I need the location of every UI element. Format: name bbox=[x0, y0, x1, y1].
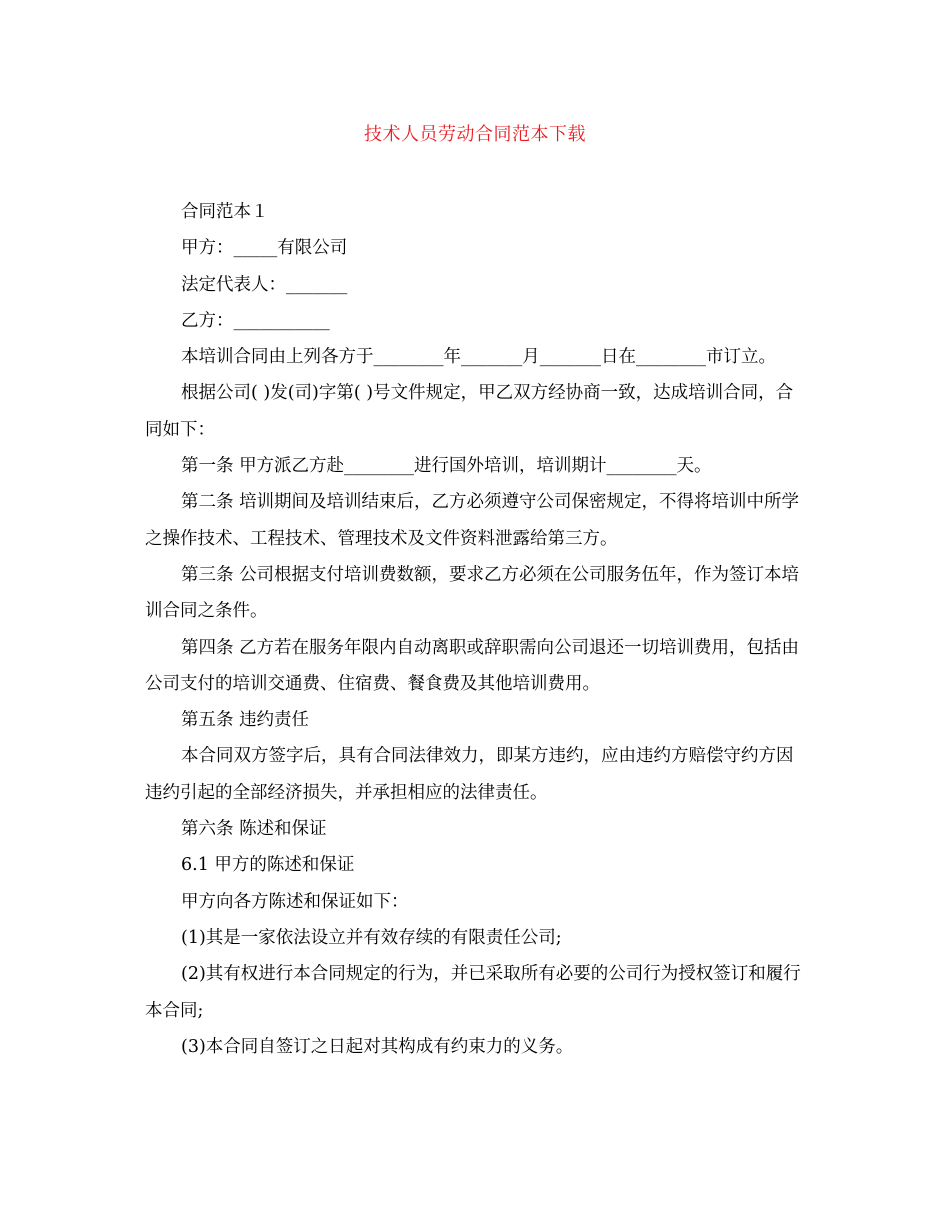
paragraph-item-2: (2)其有权进行本合同规定的行为，并已采取所有必要的公司行为授权签订和履行本合同; bbox=[145, 964, 801, 1021]
paragraph-article-6-heading: 第六条 陈述和保证 bbox=[181, 819, 327, 840]
paragraph-item-1: (1)其是一家依法设立并有效存续的有限责任公司; bbox=[181, 927, 562, 948]
paragraph-party-b: 乙方：___________ bbox=[181, 310, 330, 331]
paragraph-basis: 根据公司( )发(司)字第( )号文件规定，甲乙双方经协商一致，达成培训合同，合同如下： bbox=[145, 383, 794, 440]
paragraph-signing-date-place: 本培训合同由上列各方于________年_______月_______日在________市订立。 bbox=[181, 347, 776, 368]
document-title: 技术人员劳动合同范本下载 bbox=[364, 124, 586, 145]
paragraph-section-6-1: 6.1 甲方的陈述和保证 bbox=[181, 855, 355, 876]
paragraph-article-5-heading: 第五条 违约责任 bbox=[181, 710, 310, 731]
paragraph-item-3: (3)本合同自签订之日起对其构成有约束力的义务。 bbox=[181, 1036, 574, 1057]
paragraph-party-a: 甲方：_____有限公司 bbox=[181, 238, 348, 259]
paragraph-article-2: 第二条 培训期间及培训结束后，乙方必须遵守公司保密规定，不得将培训中所学之操作技术、工程技术、管理技术及文件资料泄露给第三方。 bbox=[145, 492, 800, 549]
document-body bbox=[145, 194, 810, 1065]
paragraph-article-4: 第四条 乙方若在服务年限内自动离职或辞职需向公司退还一切培训费用，包括由公司支付的培训交通费、住宿费、餐食费及其他培训费用。 bbox=[145, 637, 800, 694]
paragraph-article-5-body: 本合同双方签字后，具有合同法律效力，即某方违约，应由违约方赔偿守约方因违约引起的全部经济损失，并承担相应的法律责任。 bbox=[145, 746, 794, 803]
paragraph-legal-representative: 法定代表人：_______ bbox=[181, 274, 348, 295]
paragraph-contract-sample-label: 合同范本１ bbox=[181, 202, 269, 222]
paragraph-party-a-representations-intro: 甲方向各方陈述和保证如下： bbox=[181, 891, 409, 912]
paragraph-article-3: 第三条 公司根据支付培训费数额，要求乙方必须在公司服务伍年，作为签订本培训合同之条件。 bbox=[145, 564, 800, 622]
paragraph-article-1: 第一条 甲方派乙方赴________进行国外培训，培训期计________天。 bbox=[181, 456, 712, 477]
